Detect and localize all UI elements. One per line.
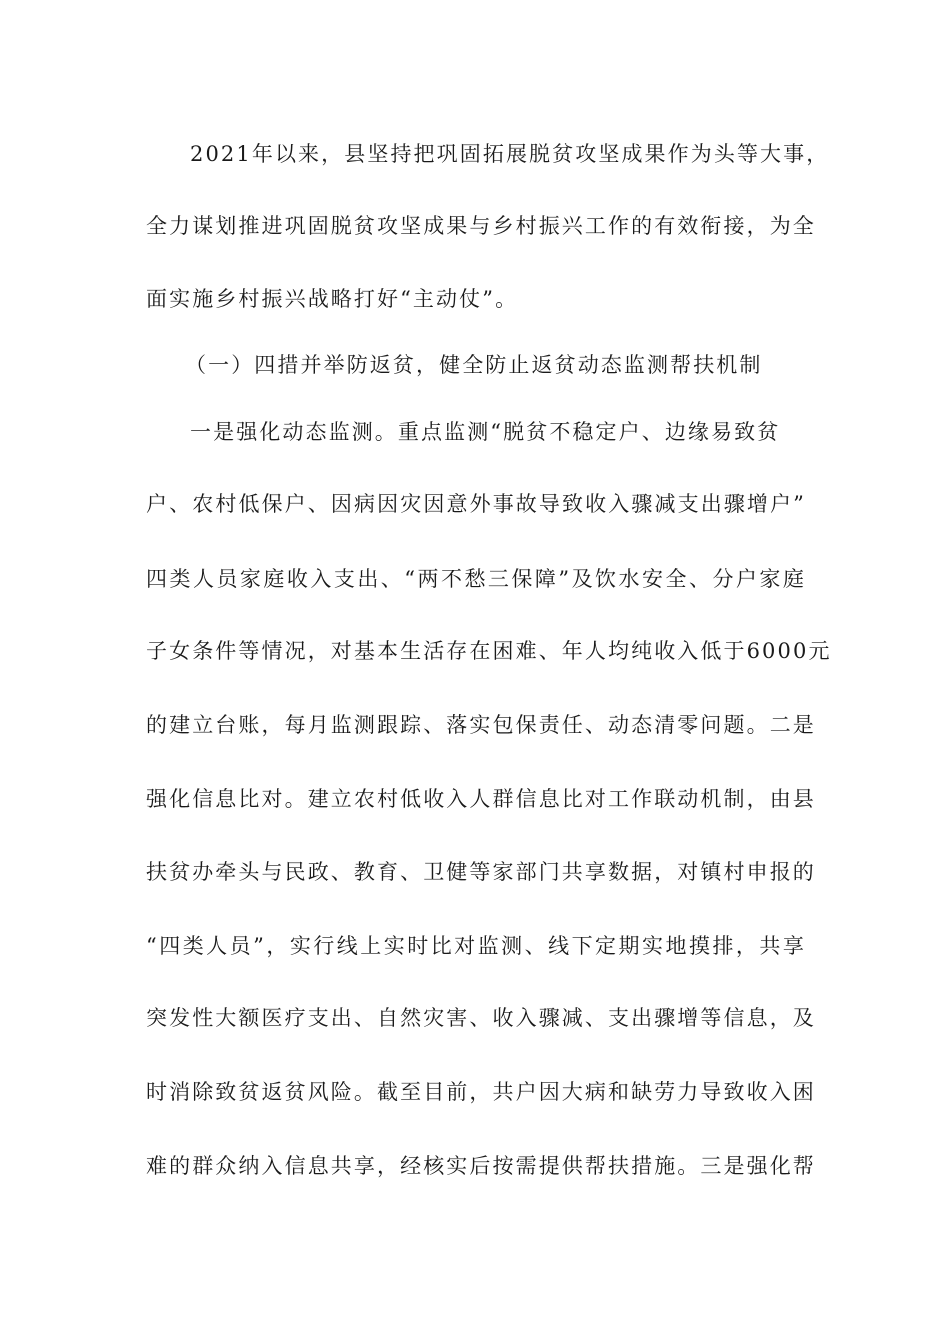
body-line-9: 突发性大额医疗支出、自然灾害、收入骤减、支出骤增等信息，及 bbox=[146, 1006, 816, 1030]
body-line-4: 子女条件等情况，对基本生活存在困难、年人均纯收入低于6000元 bbox=[146, 639, 832, 663]
section-heading: （一）四措并举防返贫，健全防止返贫动态监测帮扶机制 bbox=[185, 353, 763, 377]
intro-line-1: 2021年以来，县坚持把巩固拓展脱贫攻坚成果作为头等大事， bbox=[190, 142, 830, 166]
body-line-2: 户、农村低保户、因病因灾因意外事故导致收入骤减支出骤增户” bbox=[146, 492, 806, 516]
body-line-7: 扶贫办牵头与民政、教育、卫健等家部门共享数据，对镇村申报的 bbox=[146, 860, 816, 884]
body-line-8: “四类人员”，实行线上实时比对监测、线下定期实地摸排，共享 bbox=[146, 934, 806, 958]
body-line-3: 四类人员家庭收入支出、“两不愁三保障”及饮水安全、分户家庭 bbox=[146, 567, 806, 591]
body-line-5: 的建立台账，每月监测跟踪、落实包保责任、动态清零问题。二是 bbox=[146, 713, 816, 737]
intro-line-3: 面实施乡村振兴战略打好“主动仗”。 bbox=[146, 287, 519, 311]
body-line-10: 时消除致贫返贫风险。截至目前，共户因大病和缺劳力导致收入困 bbox=[146, 1080, 816, 1104]
intro-line-2: 全力谋划推进巩固脱贫攻坚成果与乡村振兴工作的有效衔接，为全 bbox=[146, 214, 816, 238]
body-line-6: 强化信息比对。建立农村低收入人群信息比对工作联动机制，由县 bbox=[146, 787, 816, 811]
body-line-11: 难的群众纳入信息共享，经核实后按需提供帮扶措施。三是强化帮 bbox=[146, 1154, 816, 1178]
body-line-1: 一是强化动态监测。重点监测“脱贫不稳定户、边缘易致贫 bbox=[190, 420, 781, 444]
